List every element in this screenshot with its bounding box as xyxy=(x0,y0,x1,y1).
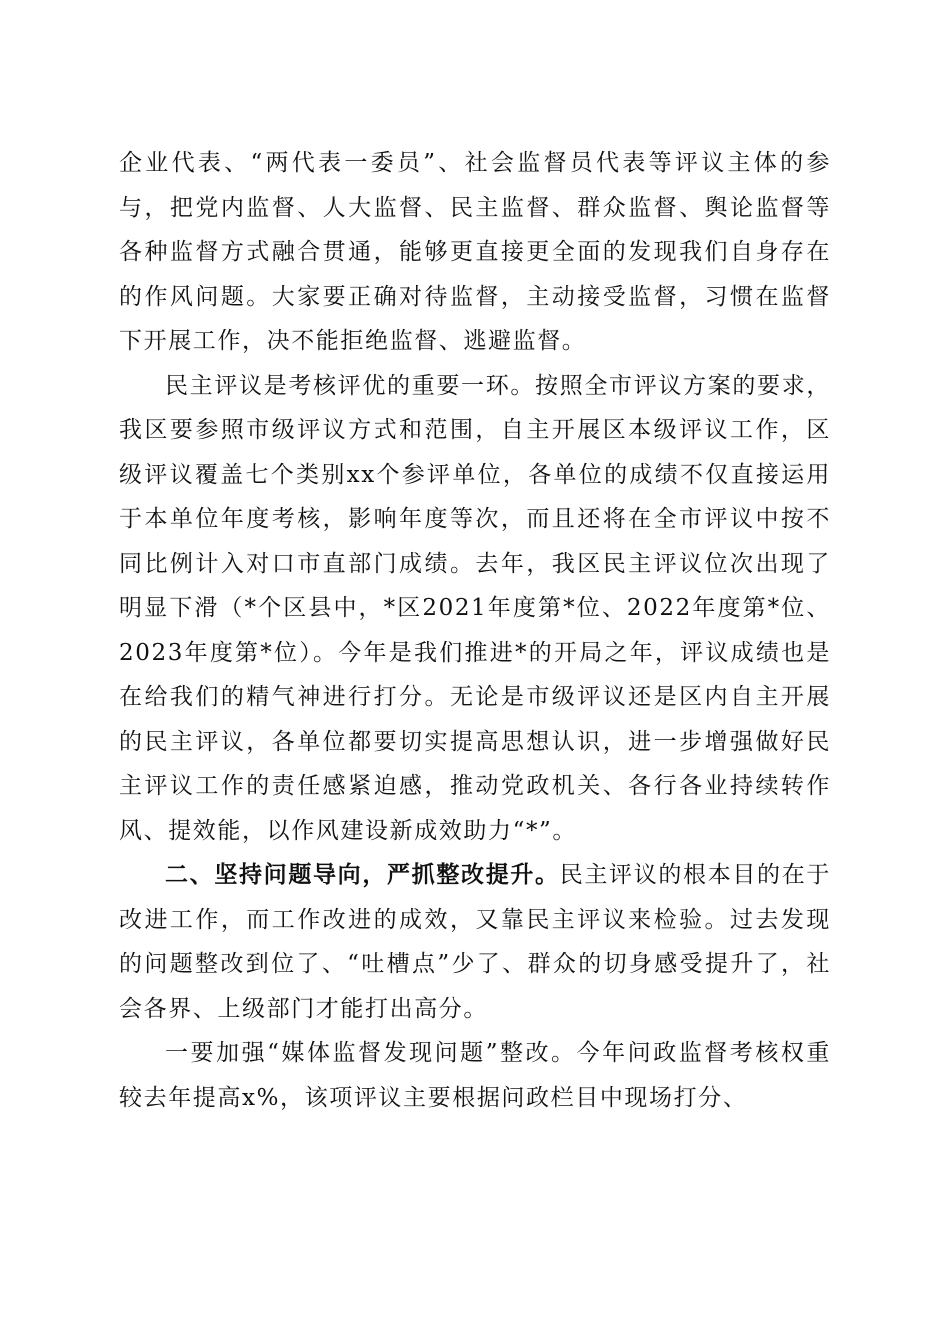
section-two-heading: 二、坚持问题导向，严抓整改提升。 xyxy=(165,862,560,888)
section-two-text: 民主评议的根本目的在于改进工作，而工作改进的成效，又靠民主评议来检验。过去发现的问题整改到位了、“吐槽点”少了、群众的切身感受提升了，社会各界、上级部门才能打出高分。 xyxy=(119,862,831,1022)
document-body xyxy=(119,141,831,1120)
paragraph-section-two xyxy=(119,853,831,1031)
paragraph-supervision-subjects: 企业代表、“两代表一委员”、社会监督员代表等评议主体的参与，把党内监督、人大监督、民主监督、群众监督、舆论监督等各种监督方式融合贯通，能够更直接更全面的发现我们自身存在的作风问题。大家要正确对待监督，主动接受监督，习惯在监督下开展工作，决不能拒绝监督、逃避监督。 xyxy=(119,150,831,354)
paragraph-media-supervision: 一要加强“媒体监督发现问题”整改。今年问政监督考核权重较去年提高x%，该项评议主要根据问政栏目中现场打分、 xyxy=(119,1040,831,1111)
paragraph-democratic-review: 民主评议是考核评优的重要一环。按照全市评议方案的要求，我区要参照市级评议方式和范围，自主开展区本级评议工作，区级评议覆盖七个类别xx个参评单位，各单位的成绩不仅直接运用于本单位年度考核，影响年度等次，而且还将在全市评议中按不同比例计入对口市直部门成绩。去年，我区民主评议位次出现了明显下滑（*个区县中，*区2021年度第*位、2022年度第*位、2023年度第*位）。今年是我们推进*的开局之年，评议成绩也是在给我们的精气神进行打分。无论是市级评议还是区内自主开展的民主评议，各单位都要切实提高思想认识，进一步增强做好民主评议工作的责任感紧迫感，推动党政机关、各行各业持续转作风、提效能，以作风建设新成效助力“*”。 xyxy=(119,372,831,844)
